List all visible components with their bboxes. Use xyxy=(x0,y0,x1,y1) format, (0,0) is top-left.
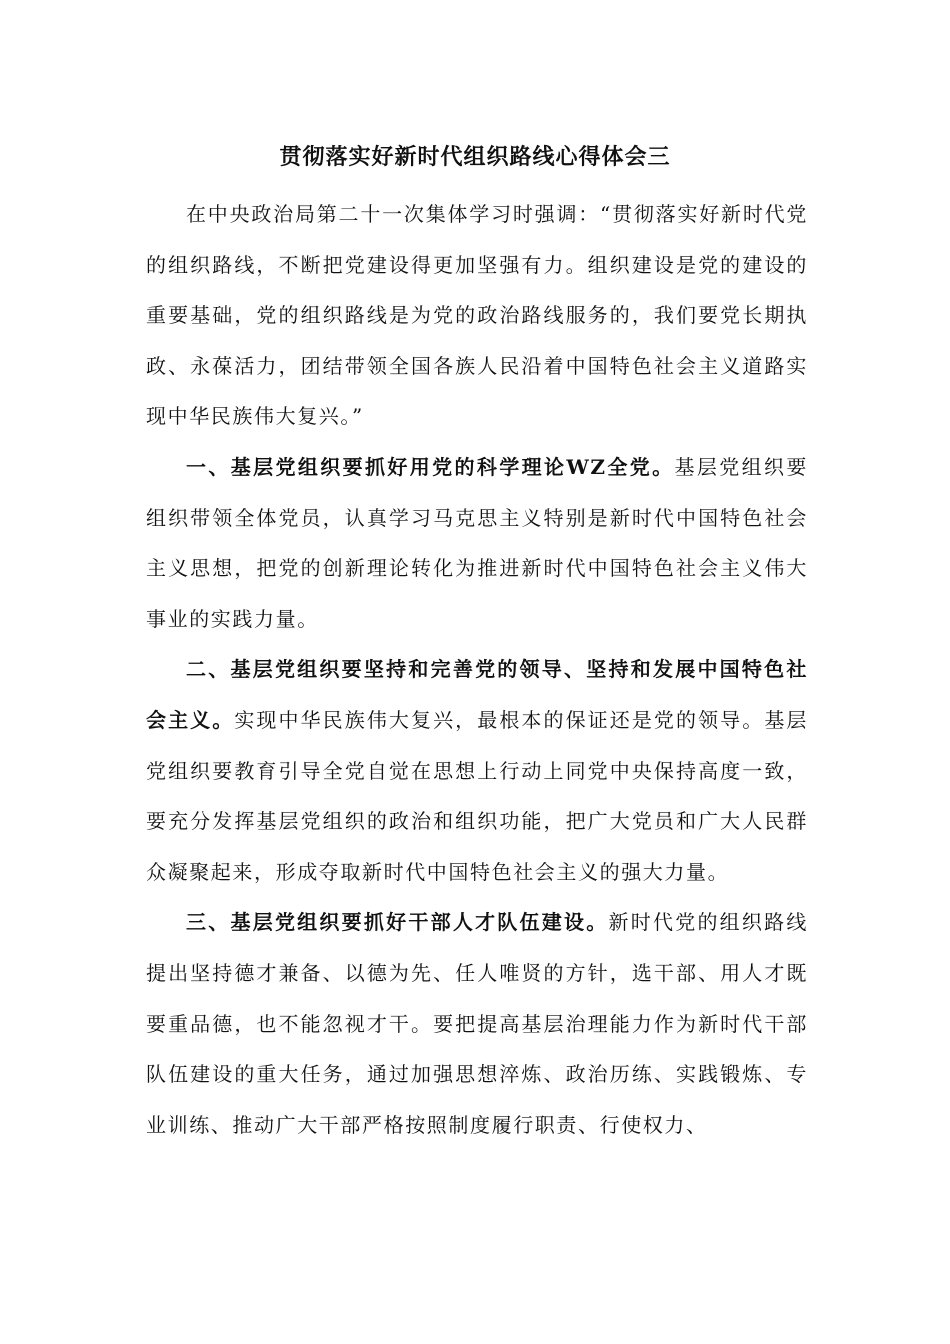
paragraph-text: 基层党组织要组织带领全体党员，认真学习马克思主义特别是新时代中国特色社会主义思想，把党的创新理论转化为推进新时代中国特色社会主义伟大事业的实践力量。 xyxy=(146,454,808,631)
paragraph-point-three xyxy=(146,897,808,1150)
document-body xyxy=(146,189,808,1150)
paragraph-text: 在中央政治局第二十一次集体学习时强调：“贯彻落实好新时代党的组织路线，不断把党建设得更加坚强有力。组织建设是党的建设的重要基础，党的组织路线是为党的政治路线服务的，我们要党长期执政、永葆活力，团结带领全国各族人民沿着中国特色社会主义道路实现中华民族伟大复兴。” xyxy=(146,202,808,429)
paragraph-point-two xyxy=(146,644,808,897)
paragraph-intro xyxy=(146,189,808,442)
paragraph-text: 新时代党的组织路线提出坚持德才兼备、以德为先、任人唯贤的方针，选干部、用人才既要重品德，也不能忽视才干。要把提高基层治理能力作为新时代干部队伍建设的重大任务，通过加强思想淬炼、政治历练、实践锻炼、专业训练、推动广大干部严格按照制度履行职责、行使权力、 xyxy=(146,910,808,1137)
paragraph-lead: 三、基层党组织要抓好干部人才队伍建设。 xyxy=(186,910,609,935)
paragraph-lead: 一、基层党组织要抓好用党的科学理论WZ全党。 xyxy=(186,454,675,479)
document-title: 贯彻落实好新时代组织路线心得体会三 xyxy=(279,144,671,170)
paragraph-lead: 二、基层党组织要坚持和完善党的领导、坚持和发展中国特色社会主义。 xyxy=(146,657,808,732)
paragraph-text: 实现中华民族伟大复兴，最根本的保证还是党的领导。基层党组织要教育引导全党自觉在思想上行动上同党中央保持高度一致，要充分发挥基层党组织的政治和组织功能，把广大党员和广大人民群众凝聚起来，形成夺取新时代中国特色社会主义的强大力量。 xyxy=(146,707,808,884)
paragraph-point-one xyxy=(146,442,808,644)
